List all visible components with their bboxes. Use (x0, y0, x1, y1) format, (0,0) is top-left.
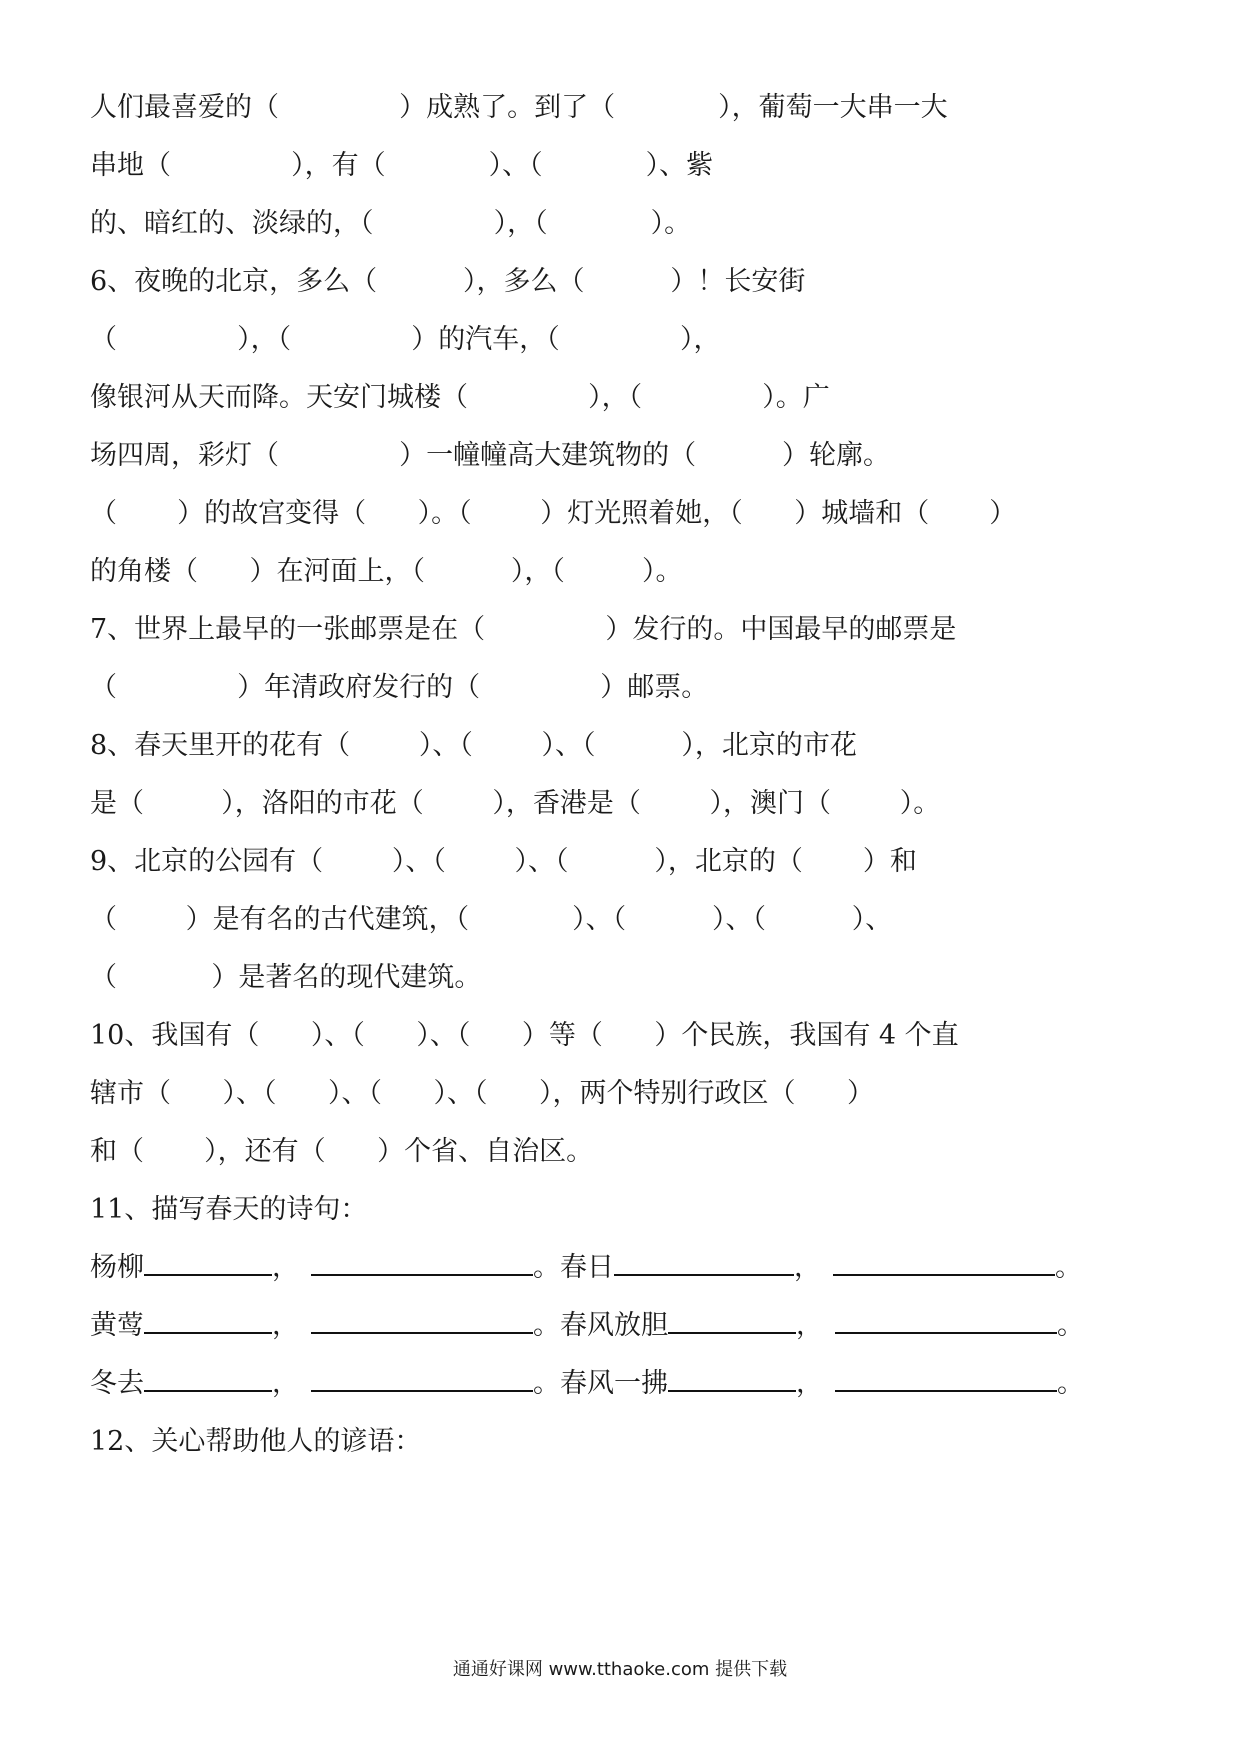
answer-blank[interactable] (311, 1252, 533, 1276)
poem-comma: ， (796, 1310, 823, 1341)
text-line: 像银河从天而降。天安门城楼（ ），（ ）。广 (90, 382, 830, 413)
text-line: （ ）是著名的现代建筑。 (90, 962, 482, 993)
poem-comma: ， (272, 1252, 299, 1283)
poem-line (90, 1306, 1084, 1346)
poem-middle: 。春风放胆 (533, 1310, 668, 1341)
text-line: 6、夜晚的北京，多么（ ），多么（ ）！长安街 (90, 266, 806, 297)
text-line: 11、描写春天的诗句： (90, 1194, 368, 1225)
poem-line (90, 1364, 1084, 1404)
text-line: 和（ ），还有（ ）个省、自治区。 (90, 1136, 594, 1167)
poem-end: 。 (1055, 1252, 1082, 1283)
text-line: 是（ ），洛阳的市花（ ），香港是（ ），澳门（ ）。 (90, 788, 941, 819)
text-line: 8、春天里开的花有（ ）、（ ）、（ ），北京的市花 (90, 730, 857, 761)
answer-blank[interactable] (668, 1368, 796, 1392)
text-line: 的、暗红的、淡绿的，（ ），（ ）。 (90, 208, 692, 239)
poem-comma: ， (794, 1252, 821, 1283)
text-line: （ ），（ ）的汽车，（ ）， (90, 324, 721, 355)
text-line: 的角楼（ ）在河面上，（ ），（ ）。 (90, 556, 683, 587)
text-line: 10、我国有（ ）、（ ）、（ ）等（ ）个民族，我国有 4 个直 (90, 1020, 959, 1051)
answer-blank[interactable] (144, 1252, 272, 1276)
text-line: 9、北京的公园有（ ）、（ ）、（ ），北京的（ ）和 (90, 846, 917, 877)
poem-comma: ， (272, 1368, 299, 1399)
text-line: 场四周，彩灯（ ）一幢幢高大建筑物的（ ）轮廓。 (90, 440, 890, 471)
poem-end: 。 (1057, 1310, 1084, 1341)
answer-blank[interactable] (311, 1310, 533, 1334)
poem-prefix: 杨柳 (90, 1252, 144, 1283)
text-line: （ ）是有名的古代建筑，（ ）、（ ）、（ ）、 (90, 904, 893, 935)
answer-blank[interactable] (833, 1252, 1055, 1276)
poem-comma: ， (272, 1310, 299, 1341)
poem-line (90, 1248, 1082, 1288)
poem-prefix: 黄莺 (90, 1310, 144, 1341)
answer-blank[interactable] (614, 1252, 794, 1276)
text-line: 7、世界上最早的一张邮票是在（ ）发行的。中国最早的邮票是 (90, 614, 957, 645)
poem-prefix: 冬去 (90, 1368, 144, 1399)
text-line: 人们最喜爱的（ ）成熟了。到了（ ），葡萄一大串一大 (90, 92, 948, 123)
answer-blank[interactable] (311, 1368, 533, 1392)
text-line: （ ）的故宫变得（ ）。（ ）灯光照着她，（ ）城墙和（ ） (90, 498, 1017, 529)
text-line: 12、关心帮助他人的谚语： (90, 1426, 422, 1457)
answer-blank[interactable] (835, 1368, 1057, 1392)
footer-credit: 通通好课网 www.tthaoke.com 提供下载 (452, 1659, 788, 1680)
text-line: 辖市（ ）、（ ）、（ ）、（ ），两个特别行政区（ ） (90, 1078, 874, 1109)
poem-comma: ， (796, 1368, 823, 1399)
answer-blank[interactable] (144, 1310, 272, 1334)
answer-blank[interactable] (144, 1368, 272, 1392)
answer-blank[interactable] (668, 1310, 796, 1334)
poem-end: 。 (1057, 1368, 1084, 1399)
answer-blank[interactable] (835, 1310, 1057, 1334)
text-line: （ ）年清政府发行的（ ）邮票。 (90, 672, 709, 703)
poem-middle: 。春风一拂 (533, 1368, 668, 1399)
text-line: 串地（ ），有（ ）、（ ）、紫 (90, 150, 714, 181)
poem-middle: 。春日 (533, 1252, 614, 1283)
